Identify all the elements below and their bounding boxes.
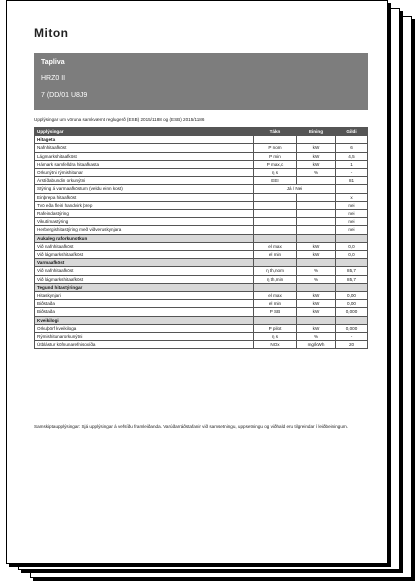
- table-cell: kW: [297, 300, 336, 308]
- table-cell: Við lágmarkshitaafköst: [35, 251, 254, 259]
- table-cell: Tegund hitastýringar: [35, 283, 254, 291]
- table-cell: -: [336, 169, 368, 177]
- table-cell: 20: [336, 341, 368, 349]
- table-row: [35, 324, 368, 332]
- table-cell: [254, 259, 297, 267]
- table-cell: [254, 218, 297, 226]
- banner-model: HRZ0 II: [41, 75, 66, 82]
- table-cell: [297, 210, 336, 218]
- table-cell: [297, 201, 336, 209]
- table-cell: nei: [336, 201, 368, 209]
- table-cell: 1: [336, 160, 368, 168]
- table-cell: kW: [297, 308, 336, 316]
- table-cell: EEI: [254, 177, 297, 185]
- table-cell: Orkuþörf kveikiloga: [35, 324, 254, 332]
- table-cell: kW: [297, 324, 336, 332]
- intro-text: Upplýsingar um vöruna samkvæmt reglugerð (ESB) 2015/1188 og (ESB) 2015/1186: [34, 117, 205, 122]
- table-cell: P nom: [254, 144, 297, 152]
- table-cell: nei: [336, 218, 368, 226]
- table-cell: [297, 136, 336, 144]
- table-cell: el min: [254, 300, 297, 308]
- table-cell: kW: [297, 292, 336, 300]
- table-cell: -: [336, 333, 368, 341]
- banner-code: 7 (DD/01 U8J9: [41, 92, 88, 99]
- table-row: [35, 341, 368, 349]
- table-cell: Nafnhitaafköst: [35, 144, 254, 152]
- footnote: Samskiptaupplýsingar: Sjá upplýsingar á vefsíðu framleiðanda. Varúðarráðstafanir við samsetningu, uppsetningu og viðhald eru tilgreindar í leiðbeiningum.: [34, 424, 349, 429]
- table-cell: Varmaafköst: [35, 259, 254, 267]
- table-row: [35, 152, 368, 160]
- table-cell: %: [297, 169, 336, 177]
- table-row: [35, 234, 368, 242]
- table-cell: η s: [254, 333, 297, 341]
- table-cell: Einþrepa hitaafköst: [35, 193, 254, 201]
- table-row: [35, 333, 368, 341]
- table-cell: kW: [297, 251, 336, 259]
- table-cell: [297, 226, 336, 234]
- table-cell: P SB: [254, 308, 297, 316]
- table-cell: [336, 136, 368, 144]
- table-cell: mg/kWh: [297, 341, 336, 349]
- table-cell: x: [336, 193, 368, 201]
- table-cell: kW: [297, 160, 336, 168]
- table-cell: [254, 283, 297, 291]
- table-row: [35, 292, 368, 300]
- banner-title: Tapliva: [41, 59, 65, 66]
- table-row: [35, 136, 368, 144]
- table-cell: 85,7: [336, 275, 368, 283]
- table-cell: P min: [254, 152, 297, 160]
- header-cell: Upplýsingar: [35, 128, 254, 136]
- table-cell: [336, 185, 368, 193]
- table-cell: η th,min: [254, 275, 297, 283]
- table-cell: kW: [297, 242, 336, 250]
- table-row: [35, 169, 368, 177]
- page-content: [6, 0, 386, 562]
- table-cell: Árstíðabundin orkunýtni: [35, 177, 254, 185]
- table-row: [35, 275, 368, 283]
- table-row: [35, 251, 368, 259]
- title-banner: [34, 53, 368, 110]
- table-cell: Útblástur köfnunarefnisoxíða: [35, 341, 254, 349]
- table-cell: Stýring á varmaafköstum (veldu einn kost): [35, 185, 254, 193]
- table-cell: [254, 193, 297, 201]
- table-cell: Rafeindastýring: [35, 210, 254, 218]
- header-cell: Gildi: [336, 128, 368, 136]
- table-cell: [254, 201, 297, 209]
- header-cell: Eining: [297, 128, 336, 136]
- table-cell: 0,000: [336, 324, 368, 332]
- table-cell: Vikutímastýring: [35, 218, 254, 226]
- table-row: [35, 283, 368, 291]
- table-row: [35, 177, 368, 185]
- table-cell: kW: [297, 152, 336, 160]
- table-cell: Orkunýtni rýmishitunar: [35, 169, 254, 177]
- table-cell: 4,5: [336, 152, 368, 160]
- table-cell: 81: [336, 177, 368, 185]
- table-row: [35, 144, 368, 152]
- table-row: [35, 185, 368, 193]
- table-row: [35, 193, 368, 201]
- table-cell: Rýmishitunarorkunýtni: [35, 333, 254, 341]
- table-row: [35, 300, 368, 308]
- table-cell: [254, 136, 297, 144]
- table-cell: nei: [336, 226, 368, 234]
- table-row: [35, 218, 368, 226]
- table-cell: Lágmarkshitaafköst: [35, 152, 254, 160]
- table-row: [35, 242, 368, 250]
- table-cell: nei: [336, 210, 368, 218]
- table-cell: Herbergishitastýring með viðveruskynjara: [35, 226, 254, 234]
- table-cell: [297, 316, 336, 324]
- table-cell: 0,00: [336, 300, 368, 308]
- table-cell: Við lágmarkshitaafköst: [35, 275, 254, 283]
- table-row: [35, 316, 368, 324]
- table-row: [35, 160, 368, 168]
- table-cell: el max: [254, 242, 297, 250]
- table-cell: [297, 218, 336, 226]
- table-cell: 0,0: [336, 242, 368, 250]
- table-cell: Hámark samfelldra hitaafkasta: [35, 160, 254, 168]
- table-cell: [336, 283, 368, 291]
- table-cell: [297, 234, 336, 242]
- table-cell: 0,000: [336, 308, 368, 316]
- table-cell: [254, 210, 297, 218]
- table-cell: el min: [254, 251, 297, 259]
- table-cell: %: [297, 267, 336, 275]
- brand-logo: Miton: [34, 26, 69, 40]
- table-cell: 0,00: [336, 292, 368, 300]
- table-cell: P pilot: [254, 324, 297, 332]
- table-cell: NOx: [254, 341, 297, 349]
- table-cell: [297, 193, 336, 201]
- header-cell: Tákn: [254, 128, 297, 136]
- table-cell: [336, 259, 368, 267]
- table-cell: [336, 316, 368, 324]
- table-cell: η th,nom: [254, 267, 297, 275]
- table-cell: 85,7: [336, 267, 368, 275]
- table-cell: Hitageta: [35, 136, 254, 144]
- table-cell: P max,c: [254, 160, 297, 168]
- table-cell: Við nafnhitaafköst: [35, 267, 254, 275]
- table-cell: Hitaskynjari: [35, 292, 254, 300]
- table-cell: Biðstaða: [35, 308, 254, 316]
- table-cell: el max: [254, 292, 297, 300]
- table-cell: Við nafnhitaafköst: [35, 242, 254, 250]
- table-cell: %: [297, 333, 336, 341]
- table-cell: Biðstaða: [35, 300, 254, 308]
- table-cell: Já / Nei: [254, 185, 336, 193]
- table-cell: 6: [336, 144, 368, 152]
- table-row: [35, 210, 368, 218]
- table-header: [35, 128, 368, 136]
- table-cell: %: [297, 275, 336, 283]
- table-cell: Aukaleg raforkunotkun: [35, 234, 254, 242]
- table-cell: [254, 226, 297, 234]
- table-cell: 0,0: [336, 251, 368, 259]
- table-row: [35, 201, 368, 209]
- table-row: [35, 308, 368, 316]
- table-cell: η s: [254, 169, 297, 177]
- product-info-table: [34, 127, 368, 349]
- table-cell: Kveikilogi: [35, 316, 254, 324]
- table-row: [35, 267, 368, 275]
- table-cell: kW: [297, 144, 336, 152]
- table-cell: [297, 283, 336, 291]
- table-cell: [336, 234, 368, 242]
- table-cell: [254, 234, 297, 242]
- table-cell: [297, 177, 336, 185]
- table-row: [35, 259, 368, 267]
- table-cell: [254, 316, 297, 324]
- table-cell: [297, 259, 336, 267]
- table-row: [35, 226, 368, 234]
- table-cell: Tvö eða fleiri handvirk þrep: [35, 201, 254, 209]
